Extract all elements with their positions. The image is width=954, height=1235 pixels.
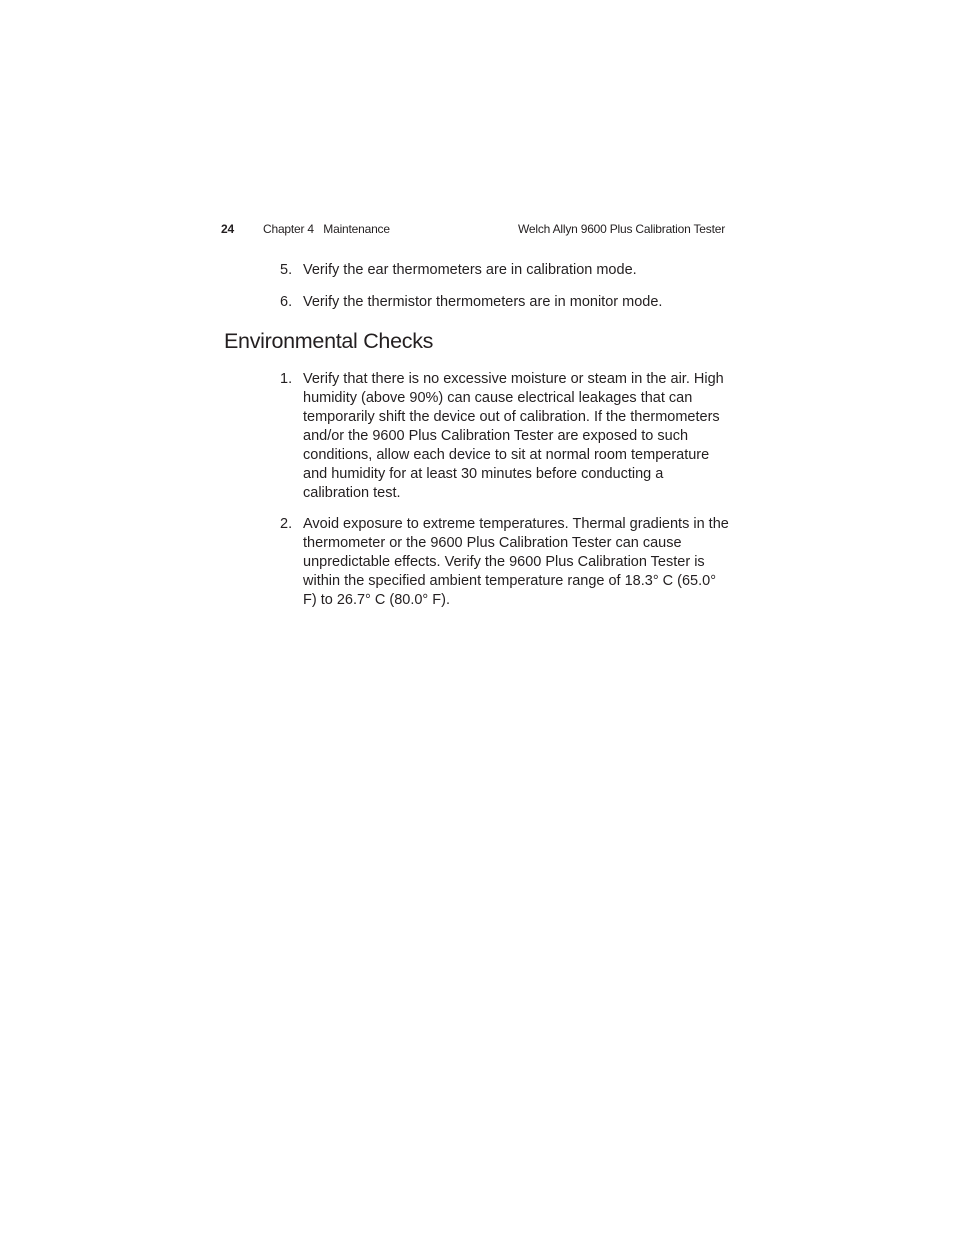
list-item-number: 6. xyxy=(280,294,293,310)
list-item-number: 1. xyxy=(280,371,293,387)
page-header xyxy=(221,221,725,239)
document-title: Welch Allyn 9600 Plus Calibration Tester xyxy=(517,222,725,236)
list-item-text: Verify the thermistor thermometers are in monitor mode. xyxy=(303,294,663,310)
environmental-checks-list xyxy=(280,370,730,610)
list-item xyxy=(280,370,730,503)
continued-steps-list xyxy=(280,261,730,312)
page-number: 24 xyxy=(221,222,234,236)
section-heading: Environmental Checks xyxy=(224,329,434,353)
list-item-text: Avoid exposure to extreme temperatures. Thermal gradients in the thermometer or the 9600 Plus Calibration Tester can cause unpredictable effects. Verify the 9600 Plus Calibration Tester is within the specified ambient temperature range of 18.3° C (65.0° F) to 26.7° C (80.0° F). xyxy=(303,516,729,608)
list-item-text: Verify that there is no excessive moisture or steam in the air. High humidity (above 90%) can cause electrical leakages that can temporarily shift the device out of calibration. If the thermometers and/or the 9600 Plus Calibration Tester are exposed to such conditions, allow each device to sit at normal room temperature and humidity for at least 30 minutes before conducting a calibration test. xyxy=(303,371,724,501)
list-item xyxy=(280,515,730,610)
list-item xyxy=(280,293,730,312)
list-item-number: 2. xyxy=(280,516,293,532)
chapter-label: Chapter 4 Maintenance xyxy=(263,222,390,236)
list-item xyxy=(280,261,730,280)
list-item-number: 5. xyxy=(280,262,293,278)
list-item-text: Verify the ear thermometers are in calibration mode. xyxy=(303,262,637,278)
